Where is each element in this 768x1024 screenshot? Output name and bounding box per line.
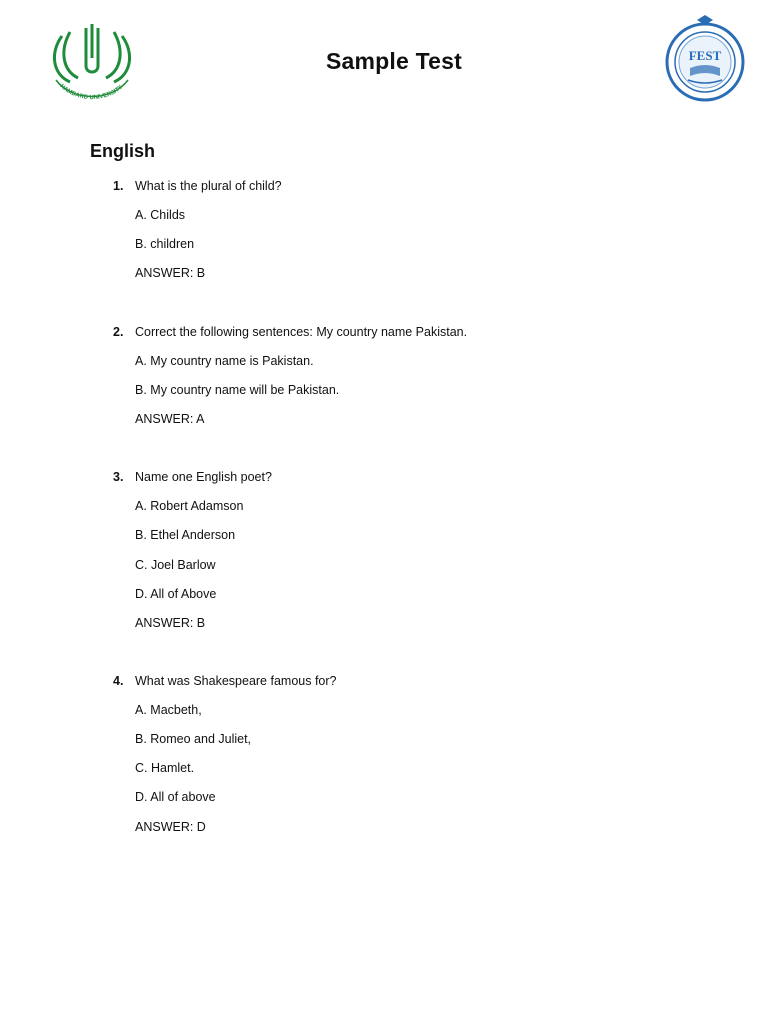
option-a: A. Robert Adamson [135, 499, 244, 513]
answer: ANSWER: B [135, 266, 206, 280]
option-b: B. Romeo and Juliet, [135, 732, 252, 746]
answer: ANSWER: A [135, 412, 205, 426]
question-text: Name one English poet? [135, 470, 272, 484]
left-logo-text: HAMDARD UNIVERSITY [58, 83, 125, 102]
page-title: Sample Test [326, 48, 462, 74]
question-number: 2. [113, 325, 124, 339]
question-number: 3. [113, 470, 124, 484]
option-a: A. My country name is Pakistan. [135, 354, 314, 368]
option-a: A. Macbeth, [135, 703, 202, 717]
option-b: B. My country name will be Pakistan. [135, 383, 340, 397]
option-d: D. All of Above [135, 587, 217, 601]
answer: ANSWER: D [135, 820, 206, 834]
option-d: D. All of above [135, 790, 216, 804]
option-c: C. Hamlet. [135, 761, 195, 775]
answer: ANSWER: B [135, 616, 206, 630]
question-text: What was Shakespeare famous for? [135, 674, 337, 688]
option-c: C. Joel Barlow [135, 558, 216, 572]
question-number: 1. [113, 179, 124, 193]
option-b: B. Ethel Anderson [135, 528, 236, 542]
section-title: English [90, 141, 156, 161]
question-number: 4. [113, 674, 124, 688]
option-b: B. children [135, 237, 195, 251]
right-logo-text: FEST [688, 48, 722, 63]
question-text: What is the plural of child? [135, 179, 282, 193]
svg-text:HAMDARD UNIVERSITY [59, 83, 124, 101]
option-a: A. Childs [135, 208, 186, 222]
question-text: Correct the following sentences: My country name Pakistan. [135, 325, 468, 339]
